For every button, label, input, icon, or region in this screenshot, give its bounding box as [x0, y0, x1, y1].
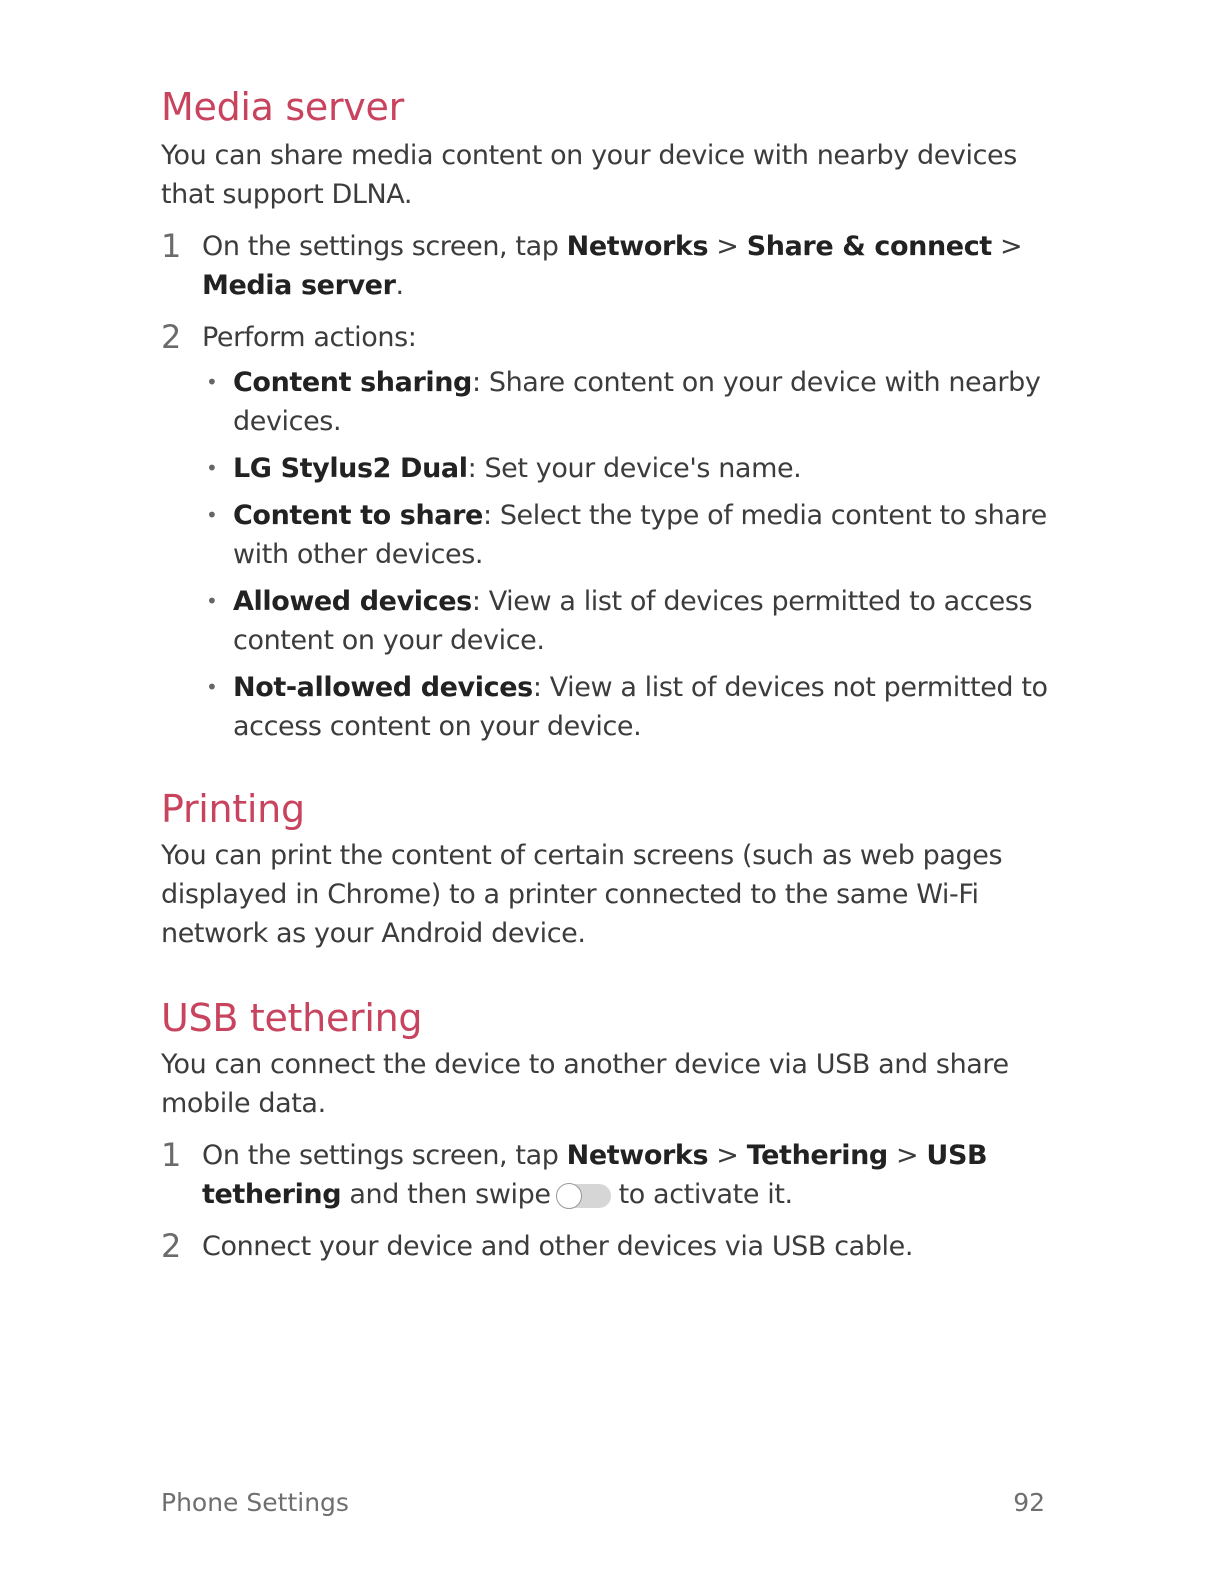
bullet-icon: •: [206, 370, 218, 394]
list-item: [206, 668, 1051, 746]
menu-media-server: Media server: [202, 270, 396, 301]
toggle-knob: [556, 1183, 582, 1209]
item-desc: : View a list of devices permitted to access content on your device.: [233, 586, 1033, 656]
menu-usb-tethering: USB tethering: [202, 1140, 988, 1210]
item-term: Not-allowed devices: [233, 672, 533, 703]
step-number: 2: [161, 318, 181, 356]
separator: >: [708, 231, 747, 262]
step-number: 1: [161, 227, 181, 265]
printing-intro: You can print the content of certain screens (such as web pages displayed in Chrome) to a printer connected to the same Wi-Fi network as your Android device.: [161, 840, 1003, 949]
step-end: to activate it.: [618, 1179, 793, 1210]
bullet-icon: •: [206, 456, 218, 480]
page-number: 92: [1013, 1488, 1045, 1517]
step-end: .: [395, 270, 404, 301]
step-text: On the settings screen, tap: [202, 1140, 567, 1171]
usb-tethering-title: USB tethering: [161, 996, 423, 1040]
step-text-mid: and then swipe: [341, 1179, 551, 1210]
media-server-intro: You can share media content on your device with nearby devices that support DLNA.: [161, 140, 1017, 210]
toggle-switch-icon: [557, 1184, 611, 1208]
separator: >: [708, 1140, 747, 1171]
bullet-icon: •: [206, 503, 218, 527]
item-term: LG Stylus2 Dual: [233, 453, 468, 484]
step-number: 1: [161, 1136, 181, 1174]
bullet-icon: •: [206, 589, 218, 613]
list-item: [206, 582, 1051, 660]
item-desc: : Set your device's name.: [467, 453, 802, 484]
item-desc: : Select the type of media content to share with other devices.: [233, 500, 1047, 570]
step-text: Connect your device and other devices via USB cable.: [202, 1231, 914, 1262]
usb-tethering-intro: You can connect the device to another device via USB and share mobile data.: [161, 1049, 1009, 1119]
item-term: Content sharing: [233, 367, 472, 398]
menu-share-connect: Share & connect: [746, 231, 992, 262]
list-item: [206, 363, 1051, 441]
item-term: Content to share: [233, 500, 483, 531]
menu-networks: Networks: [566, 1140, 709, 1171]
item-desc: : View a list of devices not permitted to access content on your device.: [233, 672, 1048, 742]
usb-tethering-step-2: [161, 1227, 1051, 1266]
footer-section-name: Phone Settings: [161, 1488, 349, 1517]
usb-tethering-step-1: [161, 1136, 1051, 1214]
item-term: Allowed devices: [233, 586, 472, 617]
page-footer: [161, 1488, 1045, 1517]
bullet-icon: •: [206, 675, 218, 699]
list-item: [206, 449, 1051, 488]
separator: >: [887, 1140, 927, 1171]
page-content: [161, 80, 1051, 1266]
separator: >: [991, 231, 1023, 262]
printing-title: Printing: [161, 787, 305, 831]
media-server-step-2: [161, 318, 1051, 357]
item-desc: : Share content on your device with nearby devices.: [233, 367, 1041, 437]
media-server-title: Media server: [161, 85, 404, 129]
list-item: [206, 496, 1051, 574]
media-server-step-1: [161, 227, 1051, 305]
media-server-actions-list: [161, 363, 1051, 746]
step-number: 2: [161, 1227, 181, 1265]
step-text: Perform actions:: [202, 322, 417, 353]
step-text: On the settings screen, tap: [202, 231, 567, 262]
menu-tethering: Tethering: [746, 1140, 888, 1171]
menu-networks: Networks: [566, 231, 709, 262]
